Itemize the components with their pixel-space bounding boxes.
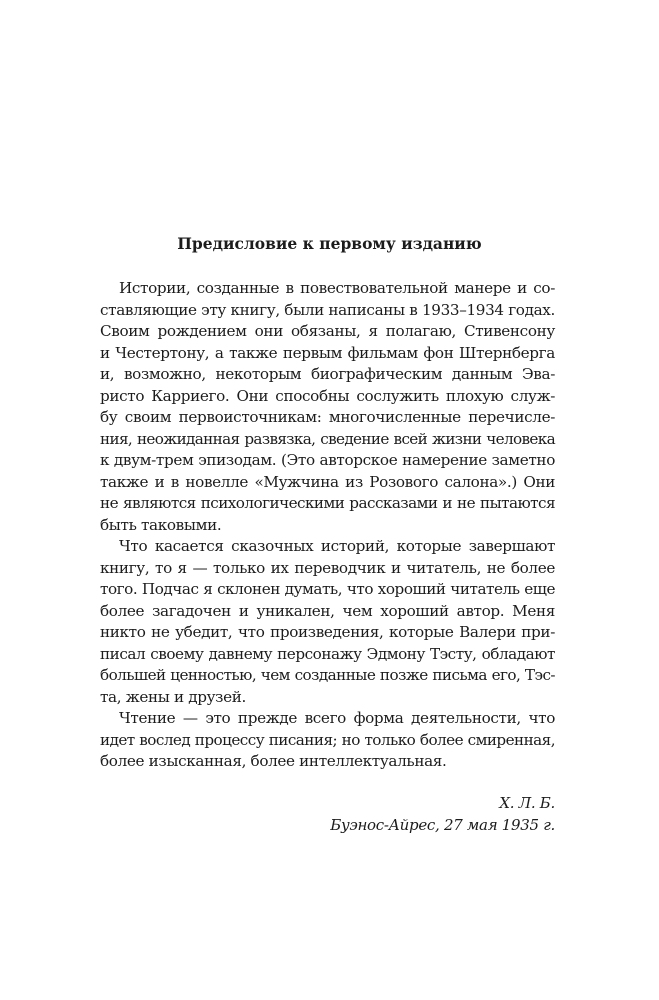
paragraph-3 <box>100 708 555 773</box>
text-line: Своим рождением они обязаны, я полагаю, Стивенсону <box>100 322 555 340</box>
text-line: ния, неожиданная развязка, сведение всей жизни человека <box>100 429 555 448</box>
text-line: более изысканная, более интеллектуальная. <box>100 752 447 770</box>
page-title: Предисловие к первому изданию <box>177 234 482 253</box>
text-line: никто не убедит, что произведения, которые Валери при- <box>100 623 555 641</box>
text-line: Чтение — это прежде всего форма деятельности, что <box>119 709 555 727</box>
text-line: быть таковыми. <box>100 515 222 534</box>
text-line: к двум-трем эпизодам. (Это авторское намерение заметно <box>100 451 555 469</box>
signature-block <box>330 793 555 836</box>
text-line: более загадочен и уникален, чем хороший автор. Меня <box>100 601 555 620</box>
text-line: та, жены и друзей. <box>100 687 246 706</box>
text-line: и Честертону, а также первым фильмам фон Штернберга <box>100 343 555 362</box>
text-line: и, возможно, некоторым биографическим данным Эва- <box>100 365 555 383</box>
text-line: бу своим первоисточникам: многочисленные перечисле- <box>100 408 555 426</box>
author-initials: Х. Л. Б. <box>499 794 555 812</box>
text-line: также и в новелле «Мужчина из Розового салона».) Они <box>100 472 555 491</box>
place-and-date: Буэнос-Айрес, 27 мая 1935 г. <box>330 815 555 834</box>
text-line: ставляющие эту книгу, были написаны в 1933–1934 годах. <box>100 300 555 319</box>
text-line: большей ценностью, чем созданные позже письма его, Тэс- <box>100 666 555 684</box>
text-line: не являются психологическими рассказами и не пытаются <box>100 494 555 512</box>
text-line: писал своему давнему персонажу Эдмону Тэсту, обладают <box>100 644 555 663</box>
text-line: идет вослед процессу писания; но только более смиренная, <box>100 730 555 749</box>
paragraph-1 <box>100 278 555 536</box>
body-text <box>100 278 555 773</box>
paragraph-2 <box>100 536 555 708</box>
text-line: Истории, созданные в повествовательной манере и со- <box>119 279 555 297</box>
text-line: ристо Карриего. Они способны сослужить плохую служ- <box>100 386 555 405</box>
text-line: книгу, то я — только их переводчик и читатель, не более <box>100 558 555 577</box>
text-line: того. Подчас я склонен думать, что хороший читатель еще <box>100 580 555 598</box>
text-line: Что касается сказочных историй, которые завершают <box>119 537 555 555</box>
